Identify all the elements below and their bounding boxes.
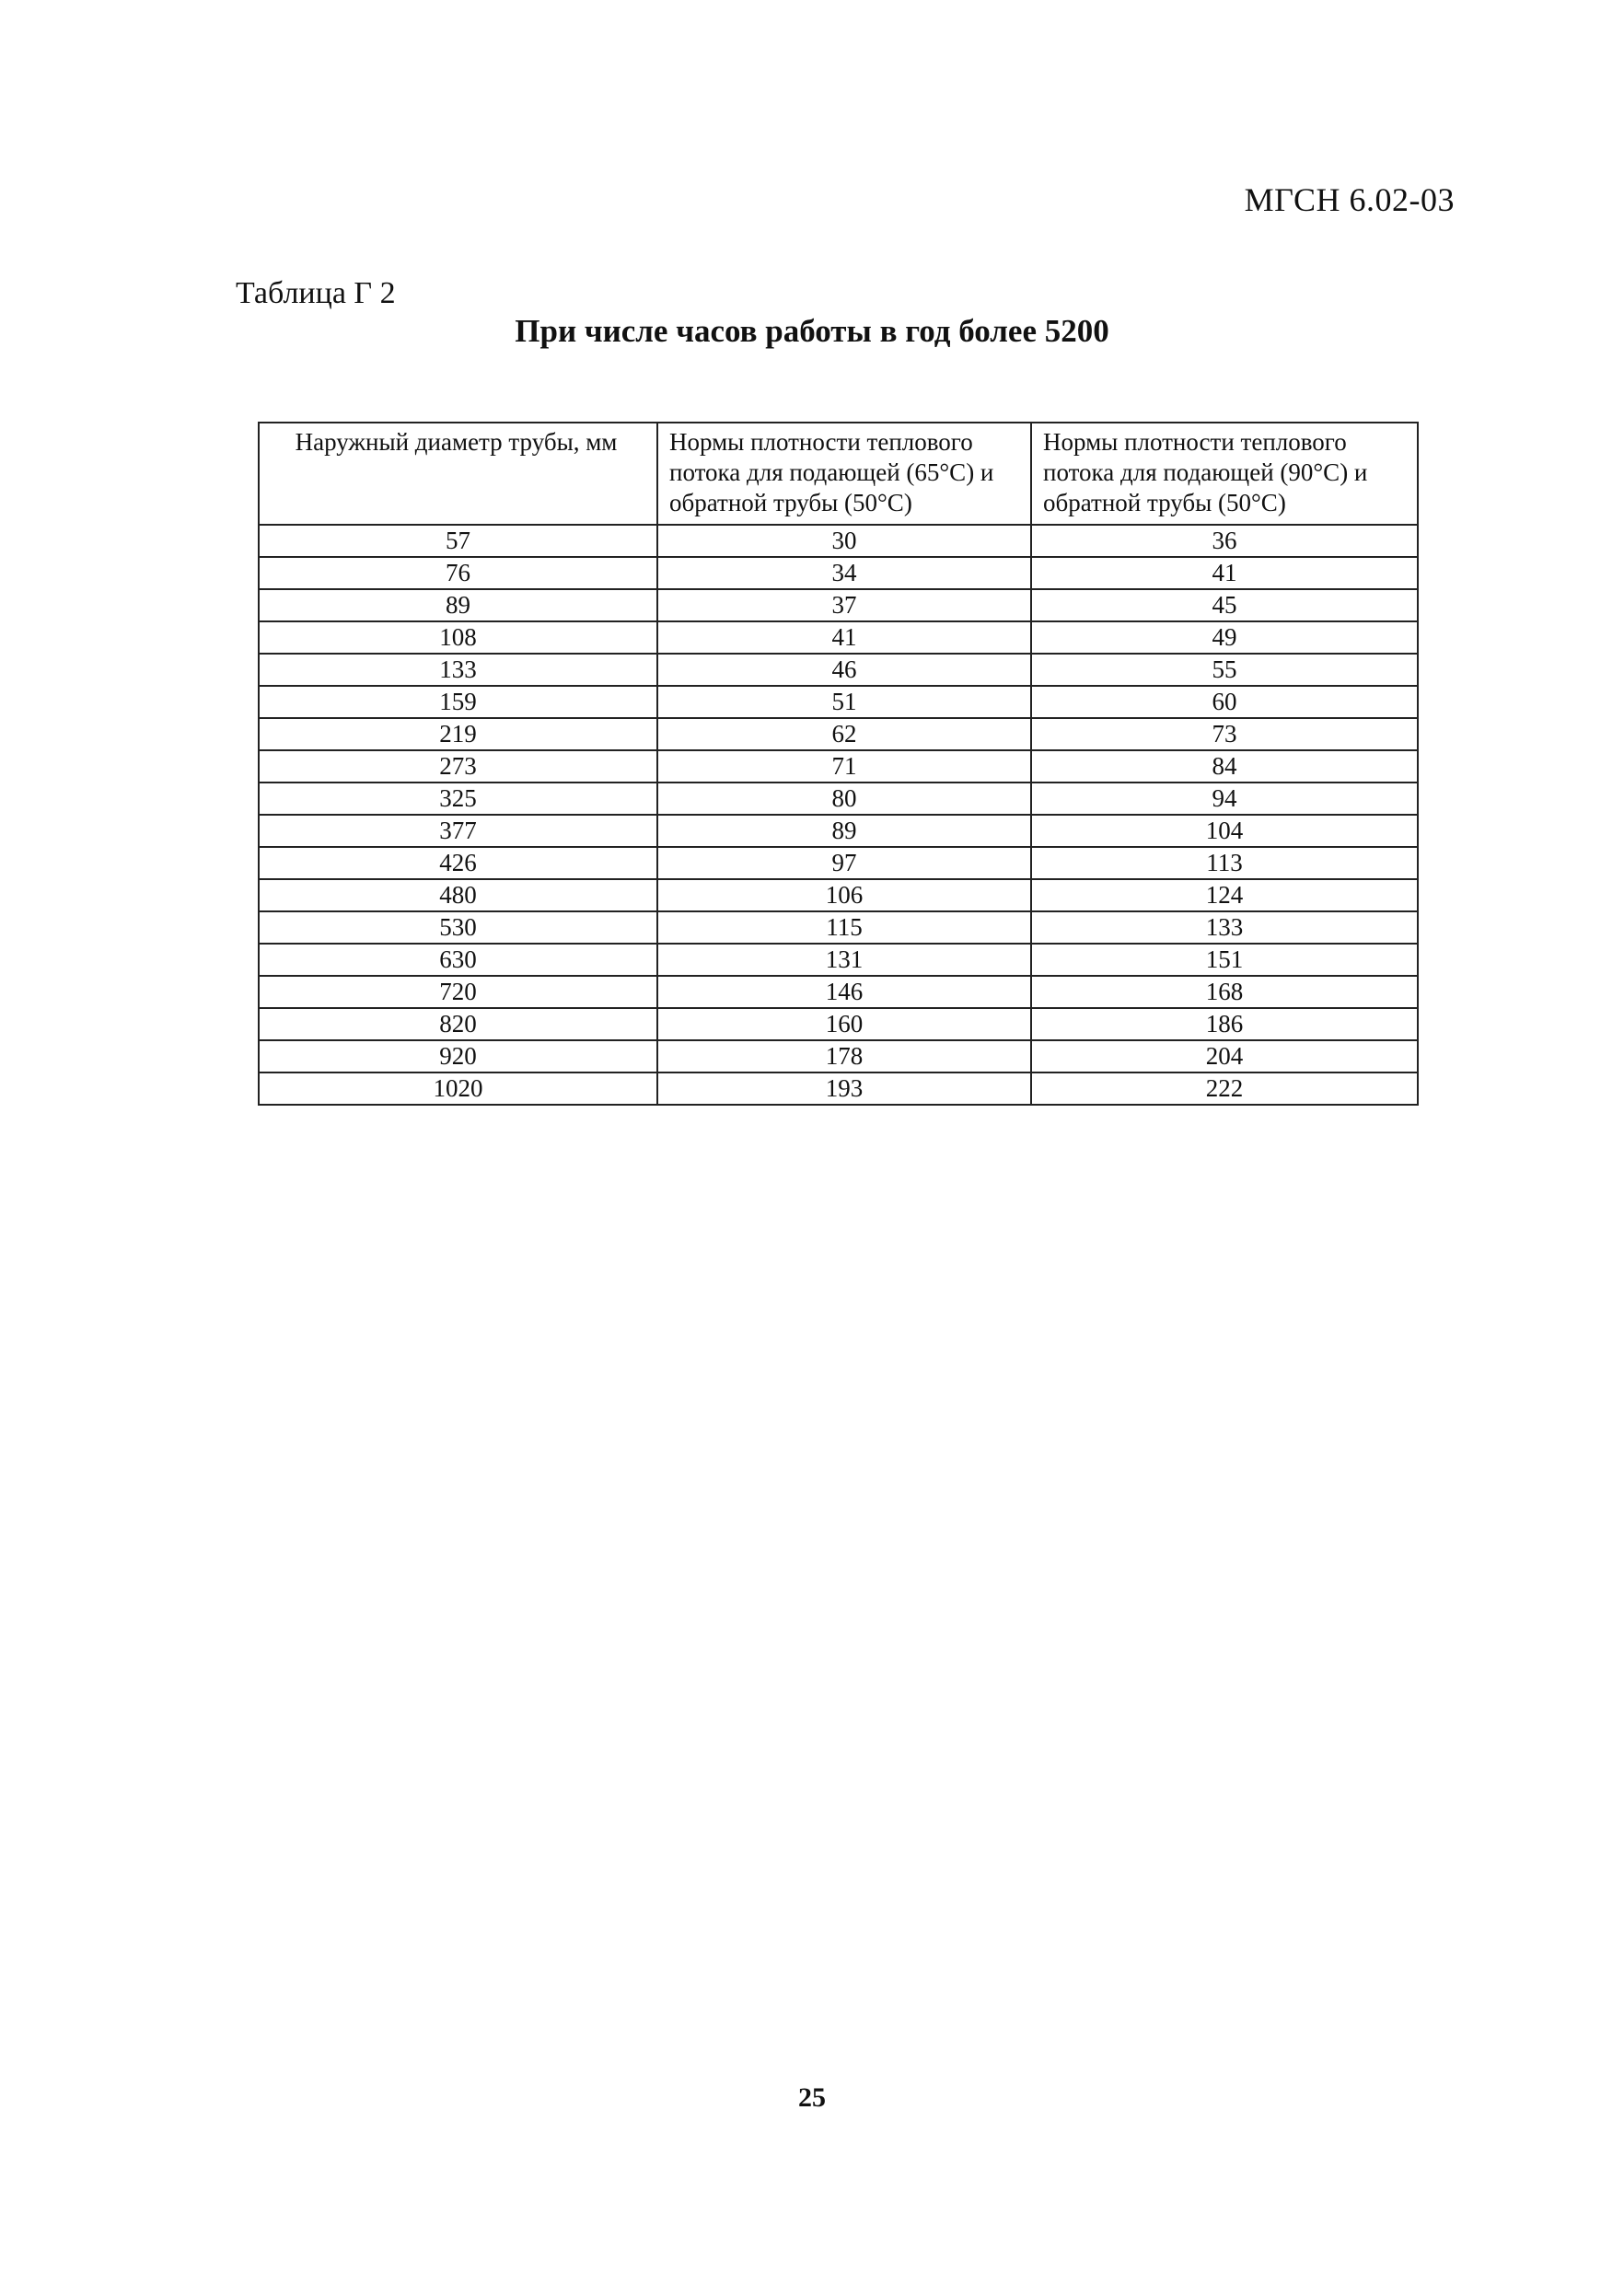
cell-outer-diameter: 89 xyxy=(259,589,657,621)
cell-outer-diameter: 377 xyxy=(259,815,657,847)
table-row xyxy=(259,815,1418,847)
cell-outer-diameter: 159 xyxy=(259,686,657,718)
cell-norm-65: 37 xyxy=(657,589,1031,621)
cell-norm-65: 51 xyxy=(657,686,1031,718)
table-row xyxy=(259,1008,1418,1040)
cell-norm-65: 131 xyxy=(657,944,1031,976)
table-row xyxy=(259,879,1418,911)
cell-norm-65: 146 xyxy=(657,976,1031,1008)
table-row xyxy=(259,944,1418,976)
table-label: Таблица Г 2 xyxy=(236,276,396,310)
cell-outer-diameter: 273 xyxy=(259,750,657,783)
cell-norm-90: 104 xyxy=(1031,815,1418,847)
cell-norm-65: 193 xyxy=(657,1072,1031,1105)
table-row xyxy=(259,750,1418,783)
cell-norm-90: 168 xyxy=(1031,976,1418,1008)
column-header-norm-90: Нормы плотности теплового потока для подающей (90°С) и обратной трубы (50°С) xyxy=(1031,423,1418,525)
cell-norm-90: 204 xyxy=(1031,1040,1418,1072)
cell-norm-65: 46 xyxy=(657,654,1031,686)
cell-norm-90: 151 xyxy=(1031,944,1418,976)
heat-flux-norms-table xyxy=(258,422,1419,1106)
cell-norm-90: 113 xyxy=(1031,847,1418,879)
cell-norm-65: 71 xyxy=(657,750,1031,783)
cell-norm-90: 186 xyxy=(1031,1008,1418,1040)
cell-norm-90: 55 xyxy=(1031,654,1418,686)
cell-outer-diameter: 325 xyxy=(259,783,657,815)
table-row xyxy=(259,686,1418,718)
cell-norm-65: 30 xyxy=(657,525,1031,557)
table-row xyxy=(259,621,1418,654)
table-row xyxy=(259,976,1418,1008)
cell-outer-diameter: 530 xyxy=(259,911,657,944)
cell-outer-diameter: 133 xyxy=(259,654,657,686)
cell-norm-65: 34 xyxy=(657,557,1031,589)
table-row xyxy=(259,1040,1418,1072)
cell-norm-90: 60 xyxy=(1031,686,1418,718)
cell-norm-65: 62 xyxy=(657,718,1031,750)
table-row xyxy=(259,654,1418,686)
table-title: При числе часов работы в год более 5200 xyxy=(515,313,1109,349)
cell-outer-diameter: 219 xyxy=(259,718,657,750)
cell-norm-90: 45 xyxy=(1031,589,1418,621)
cell-outer-diameter: 630 xyxy=(259,944,657,976)
cell-norm-90: 222 xyxy=(1031,1072,1418,1105)
cell-norm-90: 94 xyxy=(1031,783,1418,815)
cell-norm-65: 41 xyxy=(657,621,1031,654)
cell-norm-65: 160 xyxy=(657,1008,1031,1040)
table-row xyxy=(259,783,1418,815)
cell-norm-90: 73 xyxy=(1031,718,1418,750)
table-row xyxy=(259,589,1418,621)
cell-norm-90: 84 xyxy=(1031,750,1418,783)
column-header-outer-diameter: Наружный диаметр трубы, мм xyxy=(259,423,657,525)
cell-outer-diameter: 820 xyxy=(259,1008,657,1040)
cell-outer-diameter: 108 xyxy=(259,621,657,654)
table-row xyxy=(259,525,1418,557)
cell-outer-diameter: 1020 xyxy=(259,1072,657,1105)
cell-norm-65: 89 xyxy=(657,815,1031,847)
table-row xyxy=(259,718,1418,750)
table-body xyxy=(259,525,1418,1105)
cell-norm-65: 106 xyxy=(657,879,1031,911)
table-row xyxy=(259,1072,1418,1105)
cell-outer-diameter: 57 xyxy=(259,525,657,557)
document-code: МГСН 6.02-03 xyxy=(1244,181,1455,218)
cell-norm-90: 124 xyxy=(1031,879,1418,911)
cell-norm-90: 133 xyxy=(1031,911,1418,944)
table-row xyxy=(259,557,1418,589)
cell-norm-90: 36 xyxy=(1031,525,1418,557)
table-row xyxy=(259,847,1418,879)
cell-norm-65: 80 xyxy=(657,783,1031,815)
cell-outer-diameter: 480 xyxy=(259,879,657,911)
table-row xyxy=(259,911,1418,944)
cell-norm-90: 41 xyxy=(1031,557,1418,589)
cell-norm-65: 97 xyxy=(657,847,1031,879)
table-header-row xyxy=(259,423,1418,525)
cell-outer-diameter: 426 xyxy=(259,847,657,879)
cell-outer-diameter: 920 xyxy=(259,1040,657,1072)
cell-outer-diameter: 76 xyxy=(259,557,657,589)
cell-norm-65: 115 xyxy=(657,911,1031,944)
cell-outer-diameter: 720 xyxy=(259,976,657,1008)
cell-norm-65: 178 xyxy=(657,1040,1031,1072)
column-header-norm-65: Нормы плотности теплового потока для подающей (65°С) и обратной трубы (50°С) xyxy=(657,423,1031,525)
cell-norm-90: 49 xyxy=(1031,621,1418,654)
page-number: 25 xyxy=(798,2082,826,2113)
